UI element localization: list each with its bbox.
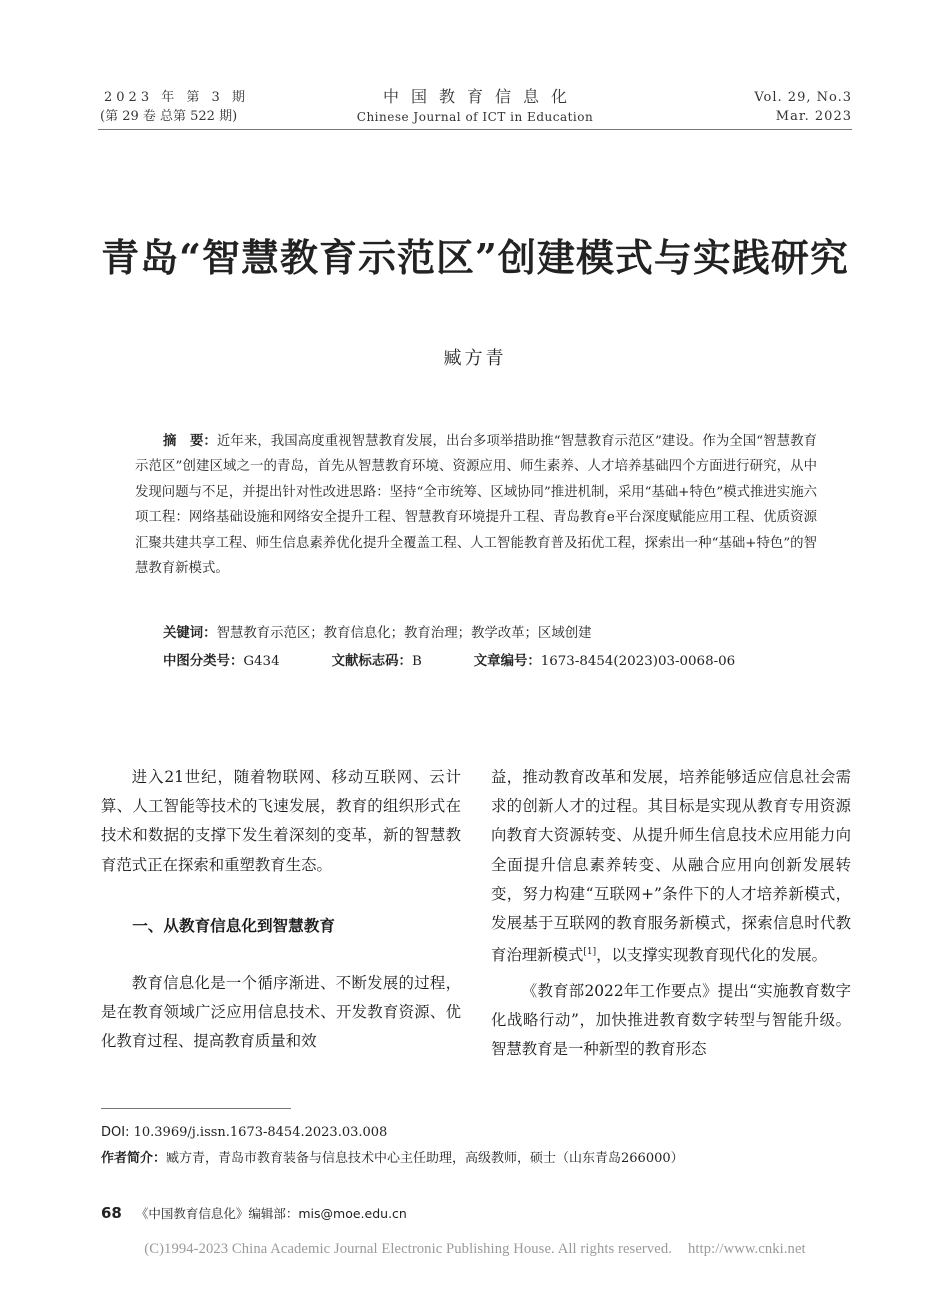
cnki-link[interactable]: http://www.cnki.net <box>688 1241 806 1257</box>
continued-paragraph <box>491 763 851 971</box>
volume-number: Vol. 29, No.3 <box>754 90 852 105</box>
volume-info <box>680 88 852 126</box>
author-bio-label: 作者简介： <box>101 1151 167 1166</box>
clc-value: G434 <box>243 654 280 669</box>
doi-line <box>101 1124 387 1142</box>
citation-ref[interactable]: [1] <box>583 947 597 958</box>
page-footer <box>101 1204 407 1224</box>
copyright-line <box>0 1241 950 1258</box>
abstract-text: 近年来，我国高度重视智慧教育发展，出台多项举措助推“智慧教育示范区”建设。作为全国“智慧教育示范区”创建区域之一的青岛，首先从智慧教育环境、资源应用、师生素养、人才培养基础四个方面进行研究，从中发现问题与不足，并提出针对性改进思路：坚持“全市统筹、区域协同”推进机制，采用“基础+特色”模式推进实施六项工程：网络基础设施和网络安全提升工程、智慧教育环境提升工程、青岛教育e平台深度赋能应用工程、优质资源汇聚共建共享工程、师生信息素养优化提升全覆盖工程、人工智能教育普及拓优工程，探索出一种“基础+特色”的智慧教育新模式。 <box>135 434 817 577</box>
intro-paragraph: 进入21世纪，随着物联网、移动互联网、云计算、人工智能等技术的飞速发展，教育的组织形式在技术和数据的支撑下发生着深刻的变革，新的智慧教育范式正在探索和重塑教育生态。 <box>101 768 461 874</box>
abstract-label: 摘 要： <box>163 434 217 449</box>
publication-date: Mar. 2023 <box>775 109 852 124</box>
keywords-text: 智慧教育示范区；教育信息化；教育治理；教学改革；区域创建 <box>216 626 592 641</box>
author-bio-text: 臧方青，青岛市教育装备与信息技术中心主任助理，高级教师，硕士（山东青岛266000） <box>166 1151 684 1166</box>
body-right-column <box>491 763 851 1064</box>
body-left-column <box>101 763 461 1057</box>
author-bio <box>101 1150 684 1168</box>
issue-info <box>100 88 249 126</box>
keywords-label: 关键词： <box>163 626 217 641</box>
paragraph-text: 益，推动教育改革和发展，培养能够适应信息社会需求的创新人才的过程。其目标是实现从教育专用资源向教育大资源转变、从提升师生信息技术应用能力向全面提升信息素养转变、从融合应用向创新发展转变，努力构建“互联网+”条件下的人才培养新模式，发展基于互联网的教育服务新模式，探索信息时代教育治理新模式 <box>491 768 851 965</box>
doi-value[interactable]: 10.3969/j.issn.1673-8454.2023.03.008 <box>133 1125 388 1140</box>
footnote-rule <box>101 1108 291 1109</box>
article-title: 青岛“智慧教育示范区”创建模式与实践研究 <box>101 235 849 280</box>
abstract <box>135 429 817 581</box>
article-author: 臧方青 <box>443 348 507 369</box>
classification-row <box>163 650 735 674</box>
journal-name-en: Chinese Journal of ICT in Education <box>356 110 594 124</box>
clc-label: 中图分类号： <box>163 654 244 669</box>
page-number: 68 <box>101 1204 122 1222</box>
issue-line: 2023 年 第 3 期 <box>104 90 249 105</box>
article-number-value: 1673-8454(2023)03-0068-06 <box>540 654 736 669</box>
policy-paragraph: 《教育部2022年工作要点》提出“实施教育数字化战略行动”，加快推进教育数字转型与智能升级。智慧教育是一种新型的教育形态 <box>491 981 851 1058</box>
section-heading: 一、从教育信息化到智慧教育 <box>132 916 335 935</box>
doc-code-value: B <box>411 654 422 669</box>
editorial-contact: 《中国教育信息化》编辑部：mis@moe.edu.cn <box>135 1206 407 1221</box>
paragraph-text-end: ，以支撑实现教育现代化的发展。 <box>596 946 827 965</box>
doi-label: DOI: <box>101 1125 130 1140</box>
article-number-label: 文章编号： <box>473 654 541 669</box>
journal-name <box>330 86 620 126</box>
doc-code-label: 文献标志码： <box>331 654 412 669</box>
journal-name-zh: 中国教育信息化 <box>382 87 579 106</box>
volume-total-line: (第 29 卷 总第 522 期) <box>100 109 238 124</box>
copyright-text: (C)1994-2023 China Academic Journal Electronic Publishing House. All rights reserved. <box>144 1241 672 1257</box>
section-paragraph: 教育信息化是一个循序渐进、不断发展的过程，是在教育领域广泛应用信息技术、开发教育资源、优化教育过程、提高教育质量和效 <box>101 974 461 1051</box>
header-rule <box>98 129 852 130</box>
keywords <box>163 622 592 646</box>
